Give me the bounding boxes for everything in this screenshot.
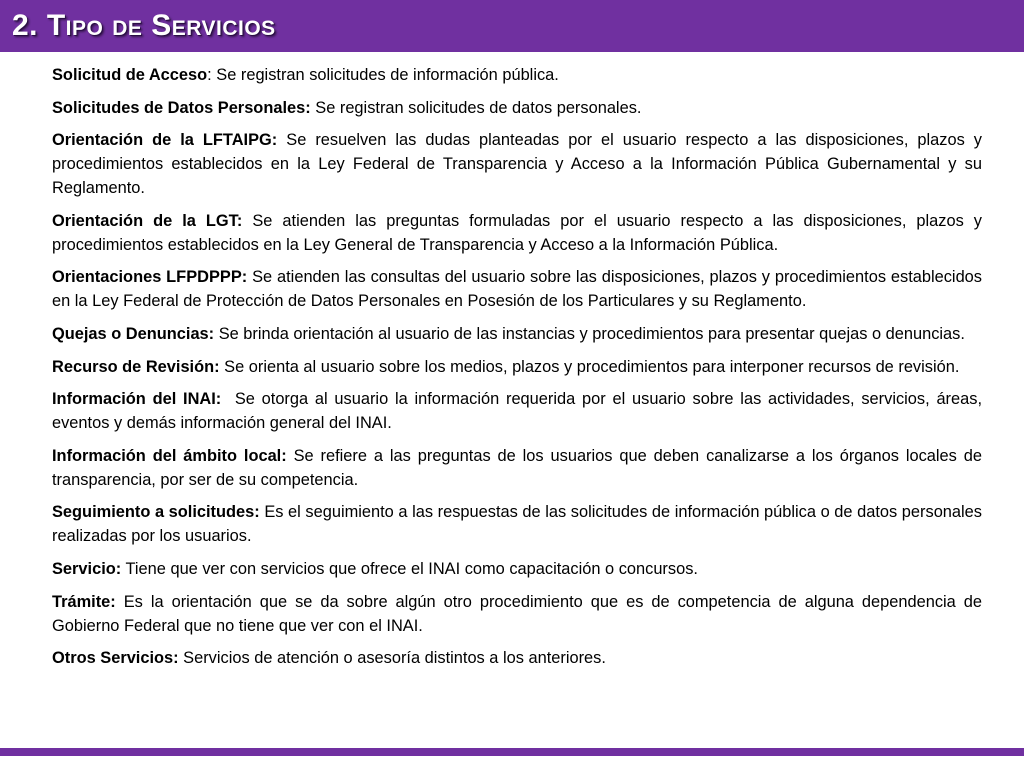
service-item-quejas-denuncias: [52, 322, 982, 346]
service-term: Solicitudes de Datos Personales:: [52, 98, 311, 117]
service-item-otros-servicios: [52, 646, 982, 670]
service-description: : Se registran solicitudes de información pública.: [207, 66, 559, 84]
service-description: Se resuelven las dudas planteadas por el usuario respecto a las disposiciones, plazos y procedimientos establecidos en la Ley Federal de Transparencia y Acceso a la Información Pública Gubernamental y su Reglamento.: [52, 131, 982, 198]
service-description: Se refiere a las preguntas de los usuarios que deben canalizarse a los órganos locales de transparencia, por ser de su competencia.: [52, 446, 982, 489]
service-term: Seguimiento a solicitudes:: [52, 503, 260, 522]
service-description: Se orienta al usuario sobre los medios, plazos y procedimientos para interponer recursos de revisión.: [219, 357, 960, 376]
service-description: Se otorga al usuario la información requerida por el usuario sobre las actividades, servicios, áreas, eventos y demás información general del INAI.: [52, 390, 987, 433]
service-description: Tiene que ver con servicios que ofrece el INAI como capacitación o concursos.: [121, 559, 698, 578]
service-description: Se atienden las consultas del usuario sobre las disposiciones, plazos y procedimientos establecidos en la Ley Federal de Protección de Datos Personales en Posesión de los Particulares y su Reglamento.: [52, 268, 982, 311]
service-term: Recurso de Revisión:: [52, 357, 220, 376]
service-item-seguimiento-solicitudes: [52, 500, 982, 548]
service-term: Trámite:: [52, 592, 116, 611]
service-term: Orientación de la LFTAIPG:: [52, 131, 278, 150]
service-item-orientacion-lftaipg: [52, 128, 982, 200]
service-term: Quejas o Denuncias:: [52, 324, 215, 343]
service-description: Se brinda orientación al usuario de las instancias y procedimientos para presentar quejas o denuncias.: [214, 324, 965, 343]
service-item-orientaciones-lfpdppp: [52, 265, 982, 313]
page-title: 2. Tipo de Servicios: [12, 9, 276, 42]
service-term: Orientaciones LFPDPPP:: [52, 268, 248, 287]
service-item-tramite: [52, 590, 982, 638]
service-term: Solicitud de Acceso: [52, 66, 208, 84]
service-item-recurso-revision: [52, 355, 982, 379]
footer-divider: [0, 748, 1024, 756]
service-item-informacion-inai: [52, 387, 987, 435]
title-bar: [0, 0, 1024, 52]
service-description: Se registran solicitudes de datos personales.: [310, 98, 642, 117]
service-item-solicitud-acceso: [52, 63, 982, 87]
service-description: Se atienden las preguntas formuladas por el usuario respecto a las disposiciones, plazos y procedimientos establecidos en la Ley General de Transparencia y Acceso a la Información Pública.: [52, 211, 983, 254]
service-description: Es el seguimiento a las respuestas de las solicitudes de información pública o de datos personales realizadas por los usuarios.: [52, 503, 982, 546]
service-item-datos-personales: [52, 96, 982, 120]
service-term: Información del ámbito local:: [52, 446, 287, 465]
service-item-servicio: [52, 557, 982, 581]
service-item-ambito-local: [52, 444, 982, 492]
service-term: Información del INAI:: [52, 390, 222, 409]
service-description: Es la orientación que se da sobre algún otro procedimiento que es de competencia de alguna dependencia de Gobierno Federal que no tiene que ver con el INAI.: [52, 592, 982, 635]
service-item-orientacion-lgt: [52, 209, 982, 257]
service-term: Otros Servicios:: [52, 649, 179, 668]
service-term: Servicio:: [52, 559, 122, 578]
service-definitions: [52, 63, 987, 679]
service-term: Orientación de la LGT:: [52, 211, 243, 230]
service-description: Servicios de atención o asesoría distintos a los anteriores.: [178, 649, 606, 668]
